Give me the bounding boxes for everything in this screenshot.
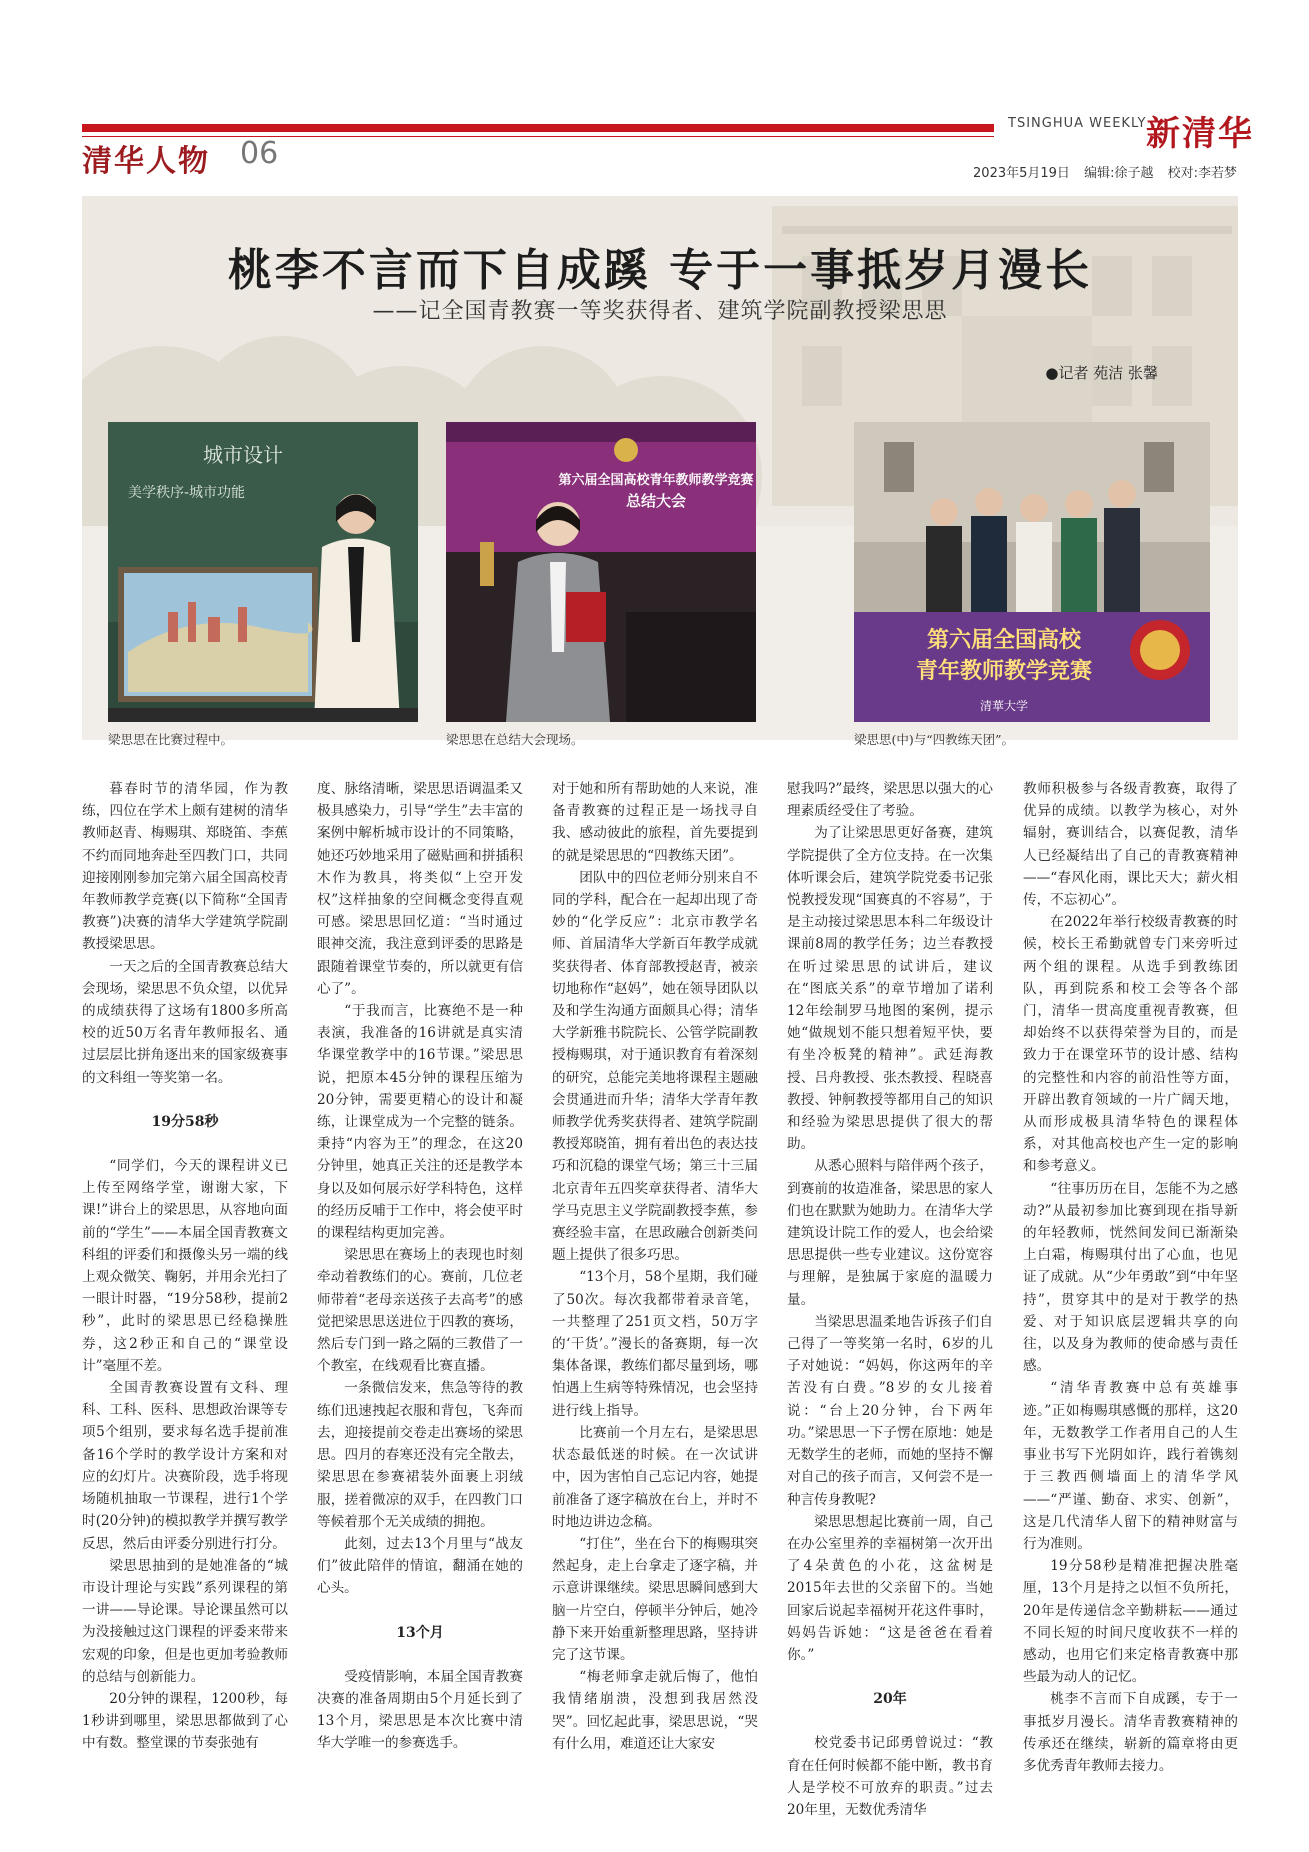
photo-coaching-team: [854, 422, 1210, 722]
article-column-5: [1023, 778, 1238, 1818]
tsinghua-logo-text: 清華大学: [979, 699, 1029, 713]
board-subtitle: 美学秩序-城市功能: [128, 485, 246, 501]
paragraph: 比赛前一个月左右，是梁思思状态最低迷的时候。在一次试讲中，因为害怕自己忘记内容，她提前准备了逐字稿放在台上，并时不时地边讲边念稿。: [552, 1424, 758, 1530]
paragraph: 梁思思抽到的是她准备的“城市设计理论与实践”系列课程的第一讲——导论课。导论课虽然可以为没接触过这门课程的评委来带来宏观的印象，但是也更加考验教师的总结与创新能力。: [82, 1557, 288, 1685]
dateline: [963, 162, 1237, 181]
editor-credit: 编辑:徐子越: [1084, 166, 1154, 181]
article-column-2: [317, 778, 523, 1818]
paragraph: 慰我吗?”最终，梁思思以强大的心理素质经受住了考验。: [787, 781, 993, 820]
photo-caption-competition: 梁思思在比赛过程中。: [108, 732, 234, 747]
paragraph: 梁思思在赛场上的表现也时刻牵动着教练们的心。赛前，几位老师带着“老母亲送孩子去高考”的感觉把梁思思送进位于四教的赛场，然后专门到一路之隔的三教借了一个教室，在线观看比赛直播。: [317, 1247, 523, 1375]
paragraph: 从悉心照料与陪伴两个孩子，到赛前的妆造准备，梁思思的家人们也在默默为她助力。在清华大学建筑设计院工作的爱人，也会给梁思思提供一些专业建议。这份宽容与理解，是独属于家庭的温暖力量。: [787, 1158, 993, 1308]
article-column-4: [787, 778, 993, 1818]
paragraph: 当梁思思温柔地告诉孩子们自己得了一等奖第一名时，6岁的儿子对她说：“妈妈，你这两年的辛苦没有白费。”8岁的女儿接着说：“台上20分钟，台下两年功。”梁思思一下子愣在原地：她是无数学生的老师，而她的坚持不懈对自己的孩子而言，又何尝不是一种言传身教呢?: [787, 1313, 993, 1508]
article-headline: 桃李不言而下自成蹊 专于一事抵岁月漫长: [227, 245, 1093, 296]
photo-caption-summary: 梁思思在总结大会现场。: [446, 732, 584, 747]
team-banner-line2: 青年教师教学竞赛: [915, 659, 1093, 684]
section-subheading: 13个月: [396, 1624, 444, 1641]
newspaper-logo: 新清华: [1146, 114, 1254, 154]
paragraph: 暮春时节的清华园，作为教练，四位在学术上颇有建树的清华教师赵青、梅赐琪、郑晓笛、李蕉不约而同地奔赴至四教门口，共同迎接刚刚参加完第六届全国高校青年教师教学竞赛(以下简称“全国青教赛”)决赛的清华大学建筑学院副教授梁思思。: [82, 781, 288, 953]
stage-banner-line2: 总结大会: [625, 492, 687, 510]
paragraph: 为了让梁思思更好备赛，建筑学院提供了全方位支持。在一次集体听课会后，建筑学院党委书记张悦教授发现“国赛真的不容易”，于是主动接过梁思思本科二年级设计课前8周的教学任务；边兰春教授在听过梁思思的试讲后，建议在“图底关系”的章节增加了诺利12年绘制罗马地图的案例，提示她“做规划不能只想着短平快，要有坐冷板凳的精神”。武廷海教授、吕舟教授、张杰教授、程晓喜教授、钟舸教授等都用自己的知识和经验为梁思思提供了很大的帮助。: [787, 825, 993, 1153]
paragraph: 此刻，过去13个月里与“战友们”彼此陪伴的情谊，翻涌在她的心头。: [317, 1535, 523, 1597]
photo-coaching-team-image: [854, 422, 1210, 722]
paragraph: 团队中的四位老师分别来自不同的学科，配合在一起却出现了奇妙的“化学反应”：北京市教学名师、首届清华大学新百年教学成就奖获得者、体育部教授赵青，被亲切地称作“赵妈”，她在领导团队以及和学生沟通方面颇具心得；清华大学新雅书院院长、公管学院副教授梅赐琪，对于通识教育有着深刻的研究，总能完美地将课程主题融会贯通进而升华；清华大学青年教师教学优秀奖获得者、建筑学院副教授郑晓笛，拥有着出色的表达技巧和沉稳的课堂气场；第三十三届北京青年五四奖章获得者、清华大学马克思主义学院副教授李蕉，参赛经验丰富，在思政融合创新类问题上提供了很多巧思。: [552, 869, 758, 1264]
paragraph: “于我而言，比赛绝不是一种表演，我准备的16讲就是真实清华课堂教学中的16节课。”梁思思说，把原本45分钟的课程压缩为20分钟，需要更精心的设计和凝练，让课堂成为一个完整的链条。秉持“内容为王”的理念，在这20分钟里，她真正关注的还是教学本身以及如何展示好学科特色，这样的经历反哺于工作中，将会使平时的课程结构更加完善。: [317, 1003, 523, 1242]
paragraph: “13个月，58个星期，我们碰了50次。每次我都带着录音笔，一共整理了251页文档，50万字的‘干货’。”漫长的备赛期，每一次集体备课，教练们都尽量到场，哪怕遇上生病等特殊情况，也会坚持进行线上指导。: [552, 1269, 758, 1419]
paragraph: 度、脉络清晰，梁思思语调温柔又极具感染力，引导“学生”去丰富的案例中解析城市设计的不同策略，她还巧妙地采用了磁贴画和拼插积木作为教具，将类似“上空开发权”这样抽象的空间概念变得直观可感。梁思思回忆道：“当时通过眼神交流，我注意到评委的思路是跟随着课堂节奏的，所以就更有信心了”。: [317, 781, 523, 997]
paragraph: “清华青教赛中总有英雄事迹。”正如梅赐琪感慨的那样，这20年，无数教学工作者用自己的人生事业书写下光阴如许，践行着镌刻于三教西侧墙面上的清华学风——“严谨、勤奋、求实、创新”，这是几代清华人留下的精神财富与行为准则。: [1023, 1380, 1238, 1552]
paragraph: “往事历历在目，怎能不为之感动?”从最初参加比赛到现在指导新的年轻教师，恍然间发间已渐渐染上白霜，梅赐琪付出了心血，也见证了成就。从“少年勇敢”到“中年坚持”，贯穿其中的是对于教学的热爱、对于知识底层逻辑共享的向往，以及身为教师的使命感与责任感。: [1023, 1180, 1238, 1375]
paragraph: “同学们，今天的课程讲义已上传至网络学堂，谢谢大家，下课!”讲台上的梁思思，从容地向面前的“学生”——本届全国青教赛文科组的评委们和摄像头另一端的线上观众微笑、鞠躬，并用余光扫了一眼计时器，“19分58秒，提前2秒”，此时的梁思思已经稳操胜券，这2秒正和自己的“课堂设计”毫厘不差。: [82, 1158, 288, 1374]
paragraph: 19分58秒是精准把握决胜毫厘，13个月是持之以恒不负所托，20年是传递信念辛勤耕耘——通过不同长短的时间尺度收获不一样的感动，也用它们来定格青教赛中那些最为动人的记忆。: [1023, 1558, 1238, 1686]
photo-summary-conference: [446, 422, 756, 722]
article-column-3: [552, 778, 758, 1818]
paragraph: 教师积极参与各级青教赛，取得了优异的成绩。以教学为核心，对外辐射，赛训结合，以赛促教，清华人已经凝结出了自己的青教赛精神——“春风化雨，课比天大；薪火相传，不忘初心”。: [1023, 781, 1238, 909]
page-number: 06: [240, 136, 279, 171]
paragraph: 桃李不言而下自成蹊，专于一事抵岁月漫长。清华青教赛精神的传承还在继续，崭新的篇章将由更多优秀青年教师去接力。: [1023, 1691, 1238, 1774]
paragraph: 在2022年举行校级青教赛的时候，校长王希勤就曾专门来旁听过两个组的课程。从选手到教练团队，再到院系和校工会等各个部门，清华一贯高度重视青教赛，但却始终不以获得荣誉为目的，而是致力于在课堂环节的设计感、结构的完整性和内容的前沿性等方面，开辟出教育领域的一片广阔天地，从而形成极具清华特色的课程体系，对其他高校也产生一定的影响和参考意义。: [1023, 914, 1238, 1175]
board-title: 城市设计: [203, 443, 283, 467]
article-byline: ●记者 苑洁 张馨: [1045, 364, 1158, 382]
photo-summary-conference-image: [446, 422, 756, 722]
issue-date: 2023年5月19日: [973, 166, 1070, 181]
article-column-1: [82, 778, 288, 1818]
paragraph: “打住”，坐在台下的梅赐琪突然起身，走上台拿走了逐字稿，并示意讲课继续。梁思思瞬间感到大脑一片空白，停顿半分钟后，她冷静下来开始重新整理思路，坚持讲完了这节课。: [552, 1535, 758, 1663]
masthead-rule-thin: [82, 136, 994, 137]
photo-competition-image: [108, 422, 418, 722]
article-subheadline: ——记全国青教赛一等奖获得者、建筑学院副教授梁思思: [372, 299, 948, 324]
paragraph: 校党委书记邱勇曾说过：“教育在任何时候都不能中断，教书育人是学校不可放弃的职责。”过去20年里，无数优秀清华: [787, 1735, 993, 1818]
section-subheading: 19分58秒: [151, 1113, 219, 1130]
team-banner-line1: 第六届全国高校: [926, 628, 1082, 653]
paragraph: 对于她和所有帮助她的人来说，准备青教赛的过程正是一场找寻自我、感动彼此的旅程，首先要提到的就是梁思思的“四教练天团”。: [552, 781, 758, 864]
paragraph: 一条微信发来，焦急等待的教练们迅速拽起衣服和背包，飞奔而去，迎接提前交卷走出赛场的梁思思。四月的春寒还没有完全散去，梁思思在参赛裙装外面裹上羽绒服，搓着微凉的双手，在四教门口等候着那个无关成绩的拥抱。: [317, 1380, 523, 1530]
masthead-rule: [82, 124, 994, 132]
section-subheading: 20年: [873, 1691, 907, 1708]
paragraph: 全国青教赛设置有文科、理科、工科、医科、思想政治课等专项5个组别，要求每名选手提前准备16个学时的教学设计方案和对应的幻灯片。决赛阶段，选手将现场随机抽取一节课程，进行1个学时(20分钟)的模拟教学并撰写教学反思，然后由评委分别进行打分。: [82, 1380, 288, 1552]
masthead-english-title: TSINGHUA WEEKLY: [1008, 116, 1147, 131]
proofreader-credit: 校对:李若梦: [1167, 166, 1237, 181]
hero-banner: [82, 196, 1238, 740]
photo-caption-team: 梁思思(中)与“四教练天团”。: [854, 732, 1015, 747]
paragraph: “梅老师拿走就后悔了，他怕我情绪崩溃，没想到我居然没哭”。回忆起此事，梁思思说，“哭有什么用，难道还让大家安: [552, 1669, 758, 1752]
stage-banner-line1: 第六届全国高校青年教师教学竞赛: [558, 473, 754, 488]
paragraph: 梁思思想起比赛前一周，自己在办公室里养的幸福树第一次开出了4朵黄色的小花，这盆树是2015年去世的父亲留下的。当她回家后说起幸福树开花这件事时，妈妈告诉她：“这是爸爸在看着你。”: [787, 1513, 993, 1663]
photo-competition: [108, 422, 418, 722]
paragraph: 20分钟的课程，1200秒，每1秒讲到哪里，梁思思都做到了心中有数。整堂课的节奏张弛有: [82, 1690, 288, 1752]
paragraph: 受疫情影响，本届全国青教赛决赛的准备周期由5个月延长到了13个月，梁思思是本次比赛中清华大学唯一的参赛选手。: [317, 1668, 523, 1752]
paragraph: 一天之后的全国青教赛总结大会现场，梁思思不负众望，以优异的成绩获得了这场有1800多所高校的近50万名青年教师报名、通过层层比拼角逐出来的国家级赛事的文科组一等奖第一名。: [82, 958, 288, 1086]
section-title: 清华人物: [82, 144, 210, 179]
